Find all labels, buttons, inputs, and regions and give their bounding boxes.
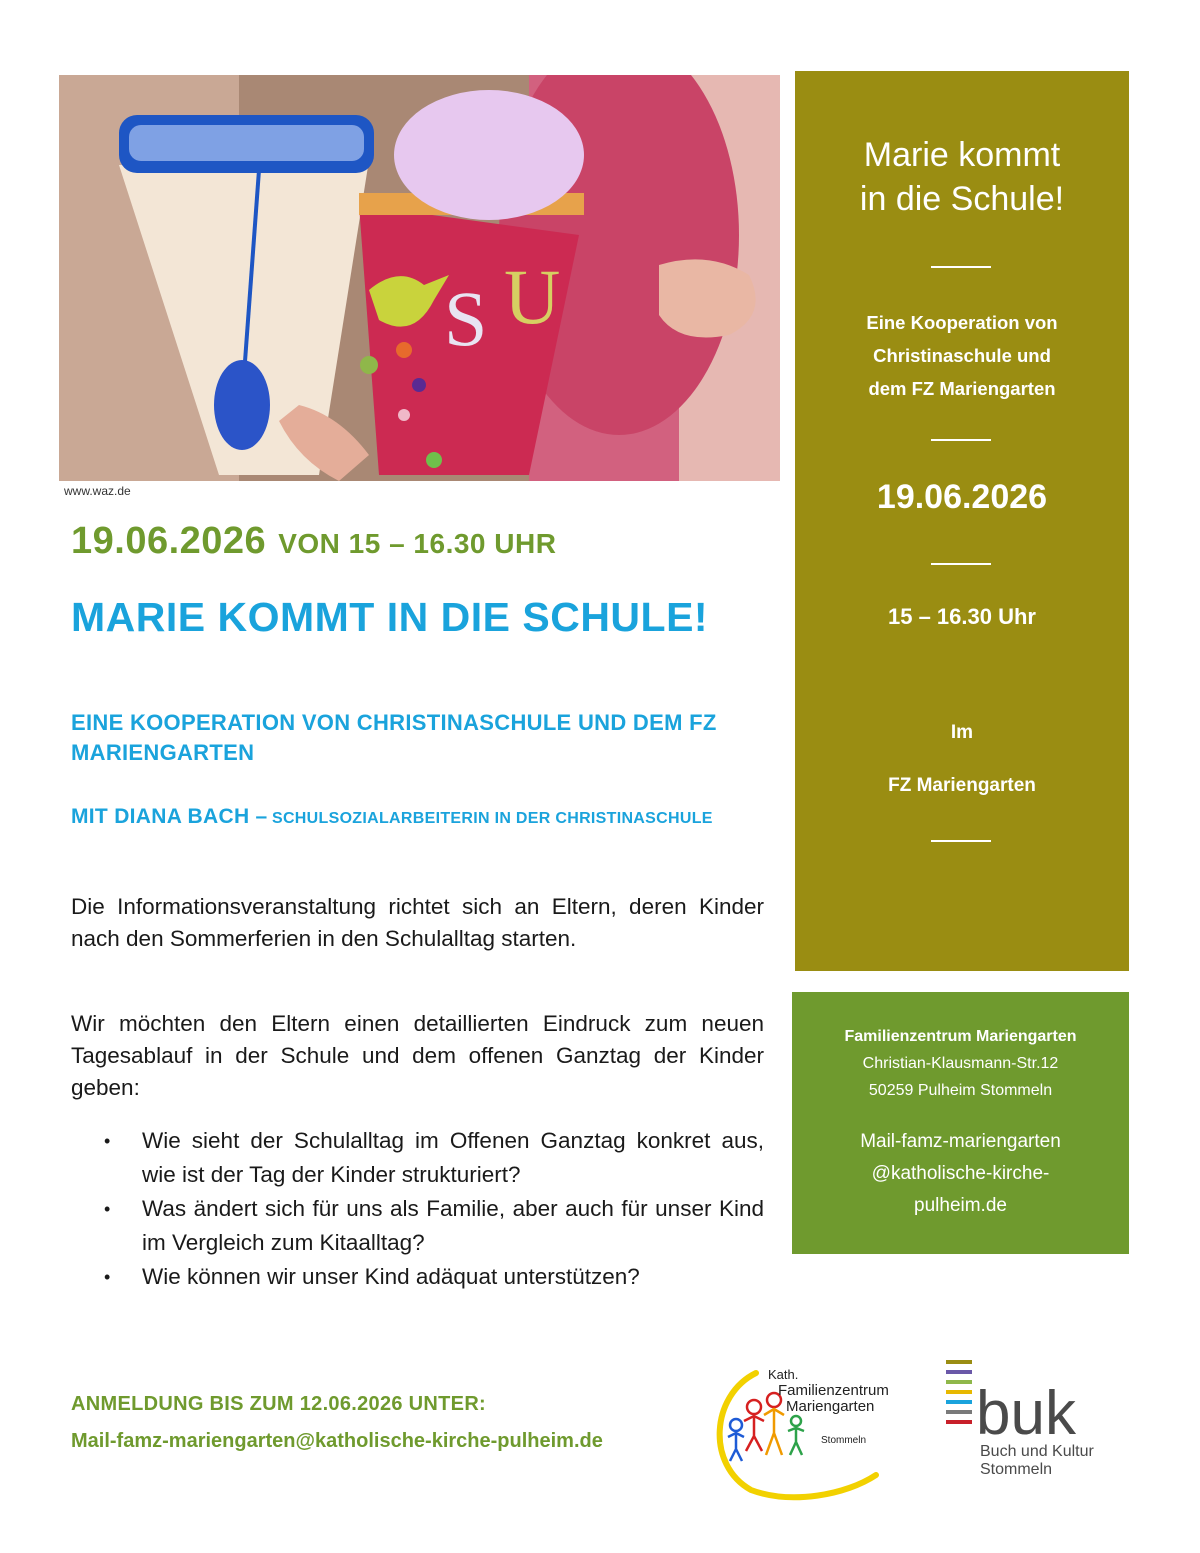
photo-credit: www.waz.de — [64, 484, 131, 498]
page-title: MARIE KOMMT IN DIE SCHULE! — [71, 594, 709, 640]
summary-location: FZ Mariengarten — [888, 775, 1036, 796]
summary-title-line: Marie kommt — [863, 136, 1061, 174]
contact-street: Christian-Klausmann-Str.12 — [862, 1055, 1059, 1072]
buk-logo-mark: buk — [976, 1379, 1076, 1448]
school-cones-illustration — [59, 75, 780, 481]
divider — [931, 563, 991, 565]
buk-logo-graphic — [946, 1358, 1136, 1498]
list-item — [104, 1192, 764, 1260]
header-photo — [59, 75, 780, 481]
summary-cooperation — [795, 306, 1129, 405]
svg-text:S: S — [444, 275, 488, 362]
list-item — [104, 1124, 764, 1192]
speaker-role: SCHULSOZIALARBEITERIN IN DER CHRISTINASCHULE — [271, 810, 713, 827]
contact-email-link[interactable] — [792, 1126, 1129, 1222]
event-date: 19.06.2026 — [71, 520, 267, 562]
divider — [931, 266, 991, 268]
list-item — [104, 1260, 764, 1294]
speaker-name: MIT DIANA BACH – — [71, 805, 268, 828]
familienzentrum-logo — [706, 1355, 906, 1505]
summary-coop-line: Eine Kooperation von — [866, 312, 1058, 333]
summary-coop-line: Christinaschule und — [873, 345, 1051, 366]
divider — [931, 439, 991, 441]
contact-city: 50259 Pulheim Stommeln — [868, 1082, 1053, 1099]
buk-logo-line1: Buch und Kultur — [980, 1443, 1094, 1460]
summary-time: 15 – 16.30 Uhr — [888, 604, 1036, 629]
summary-title — [795, 133, 1129, 221]
details-paragraph: Wir möchten den Eltern einen detaillierten Eindruck zum neuen Tagesablauf in der Schule und dem offenen Ganztag der Kinder geben: — [71, 1011, 764, 1100]
familienzentrum-logo-graphic — [706, 1355, 906, 1505]
intro-paragraph: Die Informationsveranstaltung richtet sich an Eltern, deren Kinder nach den Sommerferien in den Schulalltag starten. — [71, 894, 764, 951]
divider — [931, 840, 991, 842]
fz-logo-line1: Kath. — [768, 1367, 799, 1382]
bullet-icon: • — [104, 1267, 111, 1287]
registration-label: ANMELDUNG BIS ZUM 12.06.2026 UNTER: — [71, 1393, 487, 1415]
fz-logo-line3: Mariengarten — [786, 1398, 875, 1415]
event-date-time — [71, 520, 556, 563]
buk-logo — [946, 1358, 1136, 1498]
questions-list — [104, 1124, 764, 1294]
question-text: Wie sieht der Schulalltag im Offenen Ganztag konkret aus, wie ist der Tag der Kinder strukturiert? — [142, 1128, 764, 1187]
summary-title-line: in die Schule! — [859, 180, 1065, 218]
contact-email-line: Mail-famz-mariengarten — [860, 1131, 1061, 1152]
fz-logo-line4: Stommeln — [821, 1435, 867, 1446]
svg-text:U: U — [504, 253, 561, 340]
bullet-icon: • — [104, 1131, 111, 1151]
question-text: Was ändert sich für uns als Familie, aber auch für unser Kind im Vergleich zum Kitaalltag? — [142, 1196, 764, 1255]
page-subtitle: EINE KOOPERATION VON CHRISTINASCHULE UND DEM FZ MARIENGARTEN — [71, 710, 717, 765]
speaker-line — [71, 802, 771, 834]
fz-logo-line2: Familienzentrum — [778, 1382, 889, 1399]
contact-email-line: pulheim.de — [914, 1195, 1007, 1216]
question-text: Wie können wir unser Kind adäquat unterstützen? — [142, 1264, 640, 1289]
registration-email-link[interactable]: Mail-famz-mariengarten@katholische-kirche-pulheim.de — [71, 1430, 603, 1452]
summary-location-prefix: Im — [950, 722, 974, 743]
event-time: VON 15 – 16.30 UHR — [278, 528, 557, 559]
summary-date: 19.06.2026 — [876, 478, 1048, 516]
bullet-icon: • — [104, 1199, 111, 1219]
buk-logo-line2: Stommeln — [980, 1461, 1053, 1478]
summary-coop-line: dem FZ Mariengarten — [868, 378, 1056, 399]
contact-email-line: @katholische-kirche- — [871, 1163, 1050, 1184]
contact-name: Familienzentrum Mariengarten — [844, 1028, 1077, 1045]
